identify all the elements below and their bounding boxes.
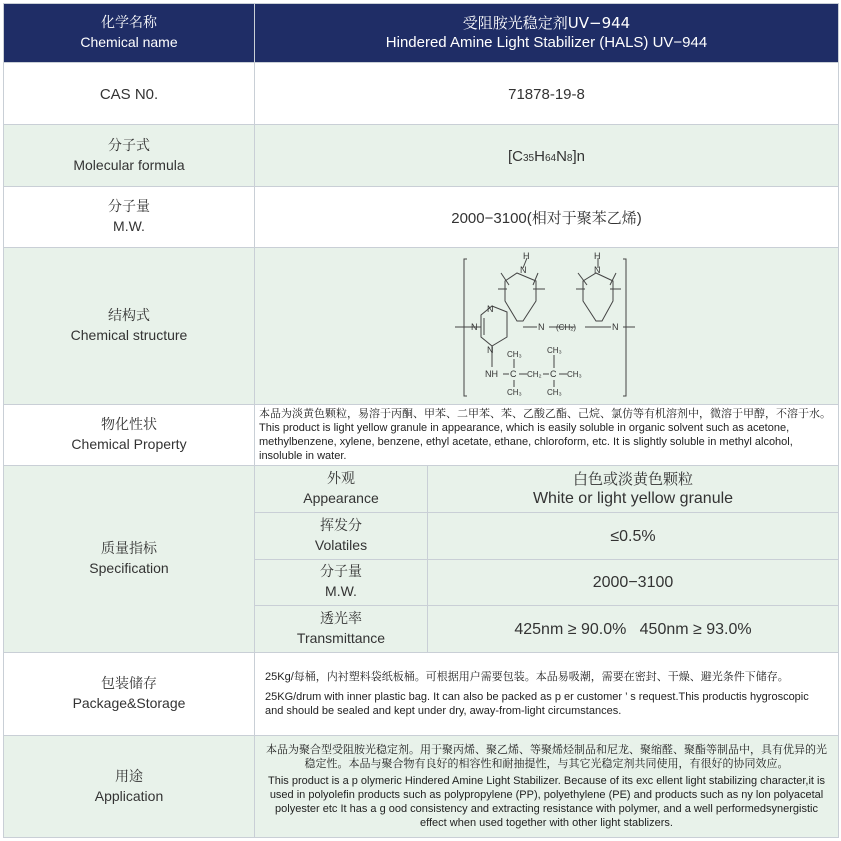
spec-key-zh: 分子量 [320, 564, 362, 581]
spec-key-en: Volatiles [314, 536, 368, 553]
formula-h-count: 64 [544, 153, 557, 164]
property-label-cell [4, 405, 255, 466]
atom-nh: NH [485, 368, 498, 379]
cas-row [4, 63, 839, 125]
spec-value-mw [428, 559, 839, 606]
cas-label: CAS N0. [99, 86, 159, 103]
formula-value [508, 148, 585, 165]
cas-value: 71878-19-8 [508, 86, 585, 103]
atom-n-chain-left: N [538, 321, 545, 332]
specification-row [4, 466, 839, 653]
atom-ch3-bottom-2: CH₃ [547, 387, 562, 397]
atom-n-piperidine-left: N [520, 264, 527, 275]
specification-label-zh: 质量指标 [101, 541, 157, 557]
package-label-en: Package&Storage [72, 695, 186, 711]
formula-c-count: 35 [522, 153, 535, 164]
property-text-zh: 本品为淡黄色颗粒，易溶于丙酮、甲苯、二甲苯、苯、乙酸乙酯、己烷、氯仿等有机溶剂中，微溶于甲醇，不溶于水。 [259, 408, 831, 420]
structure-label-zh: 结构式 [108, 308, 150, 324]
atom-c-1: C [510, 368, 517, 379]
application-text-cell [255, 736, 839, 838]
piperidine-ring-left [505, 273, 536, 321]
atom-ch3-top-2: CH₃ [547, 345, 562, 355]
mw-label-zh: 分子量 [108, 199, 150, 215]
property-text-en: This product is light yellow granule in appearance, which is easily soluble in organic solvent such as acetone, methylbenzene, xylene, benzene, ethyl acetate, ethane, chloroform, etc. It is slightly soluble in methyl alcohol, insoluble in water. [259, 422, 793, 462]
specification-inner-table [255, 466, 838, 652]
property-label-zh: 物化性状 [101, 417, 157, 433]
header-label-en: Chemical name [80, 34, 178, 50]
structure-diagram-cell [255, 248, 839, 405]
spec-value: ≤0.5% [610, 527, 656, 545]
application-label-cell [4, 736, 255, 838]
package-label-zh: 包装储存 [101, 676, 157, 692]
spec-row-volatiles [255, 513, 838, 560]
piperidine-ring-right [583, 273, 613, 321]
spec-key-zh: 外观 [327, 471, 355, 487]
mw-row [4, 187, 839, 248]
mw-label-en: M.W. [113, 218, 145, 234]
atom-ch3-bottom-1: CH₃ [507, 387, 522, 397]
application-text-zh: 本品为聚合型受阻胺光稳定剂。用于聚丙烯、聚乙烯、等聚烯烃制品和尼龙、聚缩醛、聚酯等制品中，具有优异的光稳定性。本品与聚合物有良好的相容性和耐抽提性，与其它光稳定剂共同使用，有很好的协同效应。 [266, 744, 827, 770]
formula-close: ]n [572, 148, 585, 165]
formula-h-symbol: H [534, 148, 545, 165]
atom-n-chain-right: N [612, 321, 619, 332]
specification-detail-cell [255, 466, 839, 653]
spec-key-en: M.W. [325, 583, 357, 600]
atom-ch2-side: CH₂ [527, 369, 542, 379]
cas-value-cell [255, 63, 839, 125]
spec-value-transmittance [428, 606, 839, 653]
spec-key-en: Appearance [303, 490, 379, 506]
application-label-en: Application [94, 787, 164, 804]
spec-row-mw [255, 559, 838, 606]
package-label-cell [4, 653, 255, 736]
header-label-cell [4, 4, 255, 63]
application-label-zh: 用途 [115, 768, 143, 785]
application-row [4, 736, 839, 838]
package-text-en: 25KG/drum with inner plastic bag. It can also be packed as p er customer ’ s request.This productis hygroscopic and should be sealed and kept under dry, away-from-light circumstances. [265, 691, 809, 717]
spec-value-volatiles [428, 513, 839, 560]
header-row [4, 4, 839, 63]
structure-row [4, 248, 839, 405]
spec-key-zh: 透光率 [320, 611, 362, 627]
header-title-en: Hindered Amine Light Stabilizer (HALS) UV−944 [385, 34, 708, 51]
formula-n-symbol: N [556, 148, 567, 165]
spec-sheet [3, 3, 838, 838]
header-title-cell [255, 4, 839, 63]
property-label-en: Chemical Property [71, 436, 187, 452]
property-text-cell [255, 405, 839, 466]
spec-key-appearance [255, 466, 428, 513]
atom-h-left: H [523, 250, 530, 261]
atom-h-right: H [594, 250, 601, 261]
formula-row [4, 125, 839, 187]
formula-open: [C [507, 148, 523, 165]
mw-value: 2000−3100(相对于聚苯乙烯) [451, 209, 642, 227]
application-text-en: This product is a p olymeric Hindered Amine Light Stabilizer. Because of its exc ellent light stabilizing character,it is used in polyolefin products such as polypropylene (PP), polyethylene (PE) and products such as ny lon polyacetal polyester etc It has a g ood consistency and extracting resistance with polymer, and a well performedsynergistic effect when used together with other light stablizers. [268, 775, 825, 829]
formula-n-count: 8 [566, 153, 573, 164]
cas-label-cell [4, 63, 255, 125]
spec-value-zh: 白色或淡黄色颗粒 [572, 470, 693, 488]
formula-value-cell [255, 125, 839, 187]
package-text-cell [255, 653, 839, 736]
formula-label-zh: 分子式 [108, 137, 150, 154]
spec-table [3, 3, 839, 838]
chain-ch2-label: (CH₂) [556, 322, 576, 332]
property-row [4, 405, 839, 466]
chemical-structure-diagram [255, 249, 839, 404]
spec-value-appearance [428, 466, 839, 513]
spec-value: 2000−3100 [592, 574, 674, 592]
structure-label-en: Chemical structure [70, 327, 188, 343]
structure-label-cell [4, 248, 255, 405]
formula-label-en: Molecular formula [73, 156, 185, 173]
atom-ch3-tail: CH₃ [567, 369, 582, 379]
spec-row-appearance [255, 466, 838, 513]
formula-label-cell [4, 125, 255, 187]
atom-n-triazine-2: N [471, 321, 478, 332]
atom-n-triazine-3: N [487, 344, 494, 355]
spec-key-en: Transmittance [296, 630, 386, 646]
spec-value: 425nm ≥ 90.0% 450nm ≥ 93.0% [514, 621, 752, 638]
atom-ch3-top-1: CH₃ [507, 349, 522, 359]
spec-key-transmittance [255, 606, 428, 653]
specification-label-cell [4, 466, 255, 653]
atom-c-2: C [550, 368, 557, 379]
spec-key-mw [255, 559, 428, 606]
header-label-zh: 化学名称 [101, 15, 157, 31]
package-text-zh: 25Kg/每桶，内衬塑料袋纸板桶。可根据用户需要包装。本品易吸潮，需要在密封、干燥、避光条件下储存。 [265, 671, 789, 683]
atom-n-piperidine-right: N [594, 264, 601, 275]
mw-value-cell [255, 187, 839, 248]
header-title-zh: 受阻胺光稳定剂UV−944 [462, 14, 631, 32]
spec-key-zh: 挥发分 [320, 517, 362, 534]
spec-key-volatiles [255, 513, 428, 560]
atom-n-triazine-1: N [487, 303, 494, 314]
triazine-ring [481, 303, 507, 346]
package-row [4, 653, 839, 736]
specification-label-en: Specification [89, 560, 169, 576]
spec-row-transmittance [255, 606, 838, 653]
spec-value-en: White or light yellow granule [532, 490, 734, 507]
mw-label-cell [4, 187, 255, 248]
